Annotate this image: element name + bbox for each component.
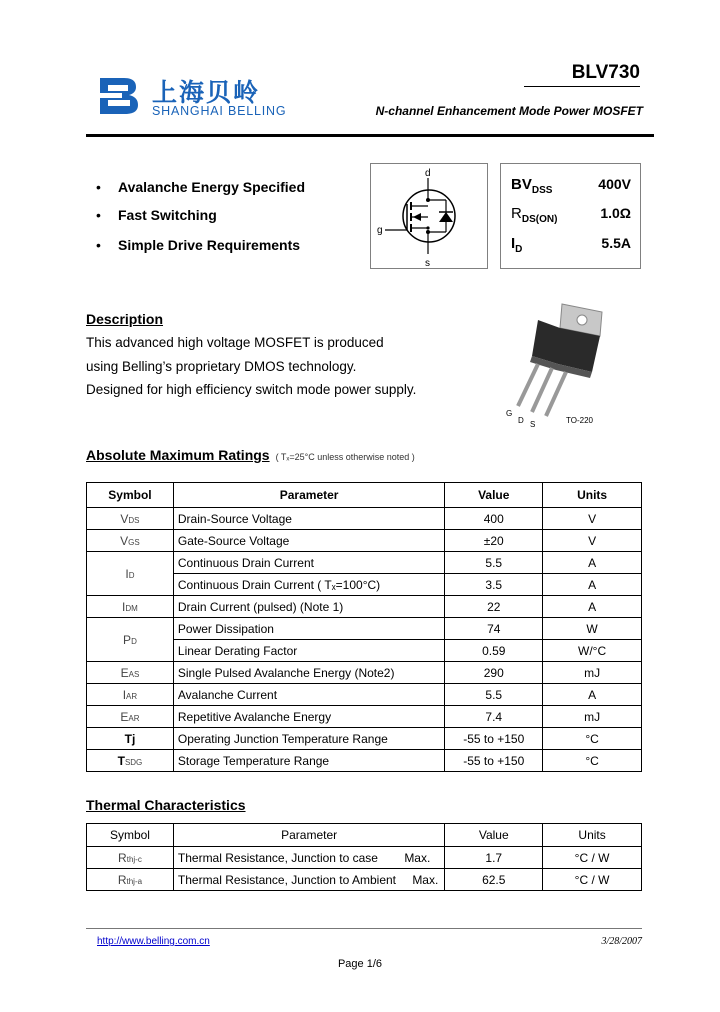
unit-cell: V	[543, 508, 642, 530]
value-cell: 1.7	[445, 847, 543, 869]
spec-value: 5.5A	[601, 235, 631, 251]
symbol-cell: IAR	[87, 684, 174, 706]
symbol-cell: PD	[87, 618, 174, 662]
parameter-cell: Gate-Source Voltage	[173, 530, 444, 552]
feature-item: • Fast Switching	[96, 207, 217, 223]
unit-cell: °C / W	[543, 869, 642, 891]
table-row	[87, 706, 642, 728]
footer-rule	[86, 928, 642, 929]
value-cell: 3.5	[445, 574, 543, 596]
parameter-cell: Thermal Resistance, Junction to case Max.	[173, 847, 444, 869]
description-line: This advanced high voltage MOSFET is produced	[86, 335, 384, 350]
feature-item: • Simple Drive Requirements	[96, 237, 301, 253]
document-date: 3/28/2007	[601, 936, 642, 947]
symbol-cell: IDM	[87, 596, 174, 618]
parameter-cell: Continuous Drain Current	[173, 552, 444, 574]
description-line: Designed for high efficiency switch mode power supply.	[86, 382, 417, 397]
symbol-cell: Tj	[87, 728, 174, 750]
table-row	[87, 508, 642, 530]
header-parameter: Parameter	[173, 824, 444, 847]
belling-logo-icon	[96, 74, 142, 118]
symbol-cell: Rthj-a	[87, 869, 174, 891]
mosfet-symbol-box	[370, 163, 488, 269]
header-value: Value	[445, 824, 543, 847]
unit-cell: V	[543, 530, 642, 552]
parameter-cell: Storage Temperature Range	[173, 750, 444, 772]
abs-max-table	[86, 482, 642, 772]
website-link[interactable]: http://www.belling.com.cn	[97, 936, 210, 947]
table-row	[87, 728, 642, 750]
unit-cell: °C	[543, 728, 642, 750]
parameter-cell: Continuous Drain Current ( Tₓ=100°C)	[173, 574, 444, 596]
gate-label: g	[377, 225, 383, 236]
value-cell: 5.5	[445, 684, 543, 706]
part-number-underline	[524, 86, 640, 87]
abs-max-heading	[86, 447, 415, 463]
spec-value: 1.0Ω	[600, 205, 631, 221]
package-name: TO-220	[566, 416, 593, 425]
value-cell: 74	[445, 618, 543, 640]
parameter-cell: Avalanche Current	[173, 684, 444, 706]
key-specs-box	[500, 163, 641, 269]
drain-label: d	[425, 168, 431, 179]
value-cell: 22	[445, 596, 543, 618]
logo-chinese-text: 上海贝岭	[152, 78, 261, 107]
value-cell: 7.4	[445, 706, 543, 728]
table-row	[87, 596, 642, 618]
feature-item: • Avalanche Energy Specified	[96, 179, 305, 195]
description-heading: Description	[86, 311, 164, 327]
parameter-cell: Linear Derating Factor	[173, 640, 444, 662]
spec-label: BV	[511, 176, 532, 193]
parameter-cell: Thermal Resistance, Junction to Ambient Max.	[173, 869, 444, 891]
thermal-table	[86, 823, 642, 891]
thermal-heading: Thermal Characteristics	[86, 797, 246, 813]
parameter-cell: Power Dissipation	[173, 618, 444, 640]
source-label: s	[425, 258, 430, 268]
pin-label-s: S	[530, 420, 536, 428]
header-units: Units	[543, 483, 642, 508]
pin-label-g: G	[506, 409, 513, 418]
header-symbol: Symbol	[87, 824, 174, 847]
symbol-cell: VGS	[87, 530, 174, 552]
unit-cell: A	[543, 552, 642, 574]
value-cell: ±20	[445, 530, 543, 552]
page-number: Page 1/6	[337, 958, 383, 970]
table-row	[87, 847, 642, 869]
document-subtitle: N-channel Enhancement Mode Power MOSFET	[375, 104, 643, 118]
symbol-cell: EAR	[87, 706, 174, 728]
header-rule	[86, 134, 654, 137]
value-cell: 62.5	[445, 869, 543, 891]
spec-subscript: DS(ON)	[521, 214, 558, 225]
unit-cell: A	[543, 596, 642, 618]
value-cell: -55 to +150	[445, 750, 543, 772]
mosfet-symbol-icon	[371, 164, 487, 268]
value-cell: 400	[445, 508, 543, 530]
feature-list	[96, 177, 305, 263]
table-row	[87, 750, 642, 772]
unit-cell: A	[543, 684, 642, 706]
description-line: using Belling’s proprietary DMOS technology.	[86, 359, 357, 374]
header-parameter: Parameter	[173, 483, 444, 508]
symbol-cell: VDS	[87, 508, 174, 530]
header-value: Value	[445, 483, 543, 508]
logo-english-text: SHANGHAI BELLING	[152, 104, 287, 118]
unit-cell: W	[543, 618, 642, 640]
value-cell: 0.59	[445, 640, 543, 662]
table-header-row	[87, 824, 642, 847]
abs-max-title: Absolute Maximum Ratings	[86, 447, 270, 463]
unit-cell: °C / W	[543, 847, 642, 869]
table-row	[87, 618, 642, 640]
table-row	[87, 530, 642, 552]
spec-label: R	[511, 205, 522, 222]
table-header-row	[87, 483, 642, 508]
symbol-cell: TSDG	[87, 750, 174, 772]
parameter-cell: Drain Current (pulsed) (Note 1)	[173, 596, 444, 618]
table-row	[87, 552, 642, 574]
spec-subscript: D	[515, 244, 523, 255]
parameter-cell: Single Pulsed Avalanche Energy (Note2)	[173, 662, 444, 684]
parameter-cell: Drain-Source Voltage	[173, 508, 444, 530]
symbol-cell: EAS	[87, 662, 174, 684]
parameter-cell: Repetitive Avalanche Energy	[173, 706, 444, 728]
abs-max-note: ( Tₓ=25°C unless otherwise noted )	[275, 452, 415, 462]
table-row	[87, 684, 642, 706]
pin-label-d: D	[518, 416, 524, 425]
value-cell: 290	[445, 662, 543, 684]
header-symbol: Symbol	[87, 483, 174, 508]
unit-cell: °C	[543, 750, 642, 772]
unit-cell: A	[543, 574, 642, 596]
spec-value: 400V	[598, 176, 631, 192]
to220-package-icon	[500, 298, 620, 428]
value-cell: 5.5	[445, 552, 543, 574]
value-cell: -55 to +150	[445, 728, 543, 750]
symbol-cell: Rthj-c	[87, 847, 174, 869]
spec-subscript: DSS	[531, 185, 553, 196]
part-number: BLV730	[571, 62, 640, 83]
feature-text: Avalanche Energy Specified	[118, 179, 305, 195]
symbol-cell: ID	[87, 552, 174, 596]
spec-label: I	[511, 235, 516, 252]
feature-text: Simple Drive Requirements	[118, 237, 301, 253]
unit-cell: mJ	[543, 706, 642, 728]
table-row	[87, 869, 642, 891]
header-units: Units	[543, 824, 642, 847]
parameter-cell: Operating Junction Temperature Range	[173, 728, 444, 750]
feature-text: Fast Switching	[118, 207, 217, 223]
unit-cell: W/°C	[543, 640, 642, 662]
unit-cell: mJ	[543, 662, 642, 684]
table-row	[87, 662, 642, 684]
